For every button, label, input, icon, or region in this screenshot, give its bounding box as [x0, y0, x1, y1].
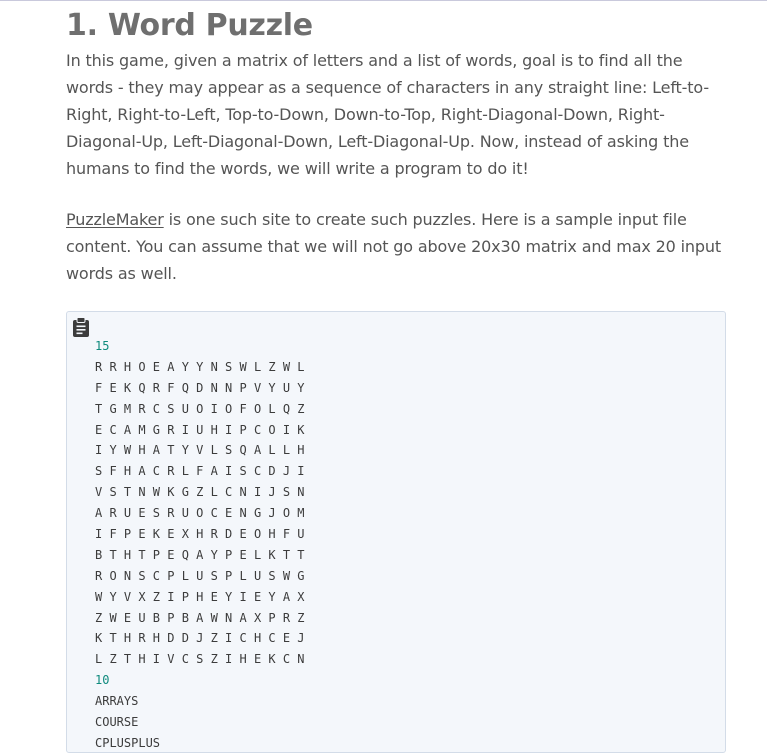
grid-row: W Y V X Z I P H E Y I E Y A X	[95, 589, 305, 604]
intro-paragraph: In this game, given a matrix of letters and a list of words, goal is to find all the words - they may appear as a sequence of characters in any straight line: Left-to-Right, Right-to-Left, Top-to-Down, Down-to-Top, Right-Diagonal-Down, Right-Diagonal-Up, Left-Diagonal-Down, Left-Diagonal-Up. Now, instead of asking the humans to find the words, we will write a program to do it!	[66, 51, 709, 178]
grid-row: L Z T H I V C S Z I H E K C N	[95, 652, 305, 667]
grid-row: I Y W H A T Y V L S Q A L L H	[95, 443, 305, 458]
grid-row: A R U E S R U O C E N G J O M	[95, 506, 305, 521]
word-list-item: COURSE	[95, 715, 139, 730]
top-divider	[0, 0, 767, 1]
puzzlemaker-paragraph-text: is one such site to create such puzzles. Here is a sample input file content. You can assume that we will not go above 20x30 matrix and max 20 input words as well.	[66, 210, 722, 283]
grid-row: B T H T P E Q A Y P E L K T T	[95, 547, 305, 562]
word-list-item: CPLUSPLUS	[95, 735, 161, 750]
word-count-value: 10	[95, 673, 110, 688]
clipboard-icon[interactable]	[72, 317, 90, 337]
grid-row: S F H A C R L F A I S C D J I	[95, 464, 305, 479]
grid-row: I F P E K E X H R D E O H F U	[95, 527, 305, 542]
grid-row: V S T N W K G Z L C N I J S N	[95, 485, 305, 500]
grid-row: R O N S C P L U S P L U S W G	[95, 568, 305, 583]
puzzle-input-code	[95, 336, 305, 754]
grid-row: R R H O E A Y Y N S W L Z W L	[95, 359, 305, 374]
puzzlemaker-link[interactable]: PuzzleMaker	[66, 210, 164, 229]
grid-row: E C A M G R I U H I P C O I K	[95, 422, 305, 437]
grid-row: K T H R H D D J Z I C H C E J	[95, 631, 305, 646]
grid-row: F E K Q R F Q D N N P V Y U Y	[95, 380, 305, 395]
section-heading: 1. Word Puzzle	[66, 8, 313, 43]
grid-size-value: 15	[95, 339, 110, 353]
grid-row: T G M R C S U O I O F O L Q Z	[95, 401, 305, 416]
word-list-item: ARRAYS	[95, 694, 139, 709]
code-block	[66, 311, 726, 753]
grid-row: Z W E U B P B A W N A X P R Z	[95, 610, 305, 625]
puzzlemaker-paragraph	[66, 206, 734, 287]
